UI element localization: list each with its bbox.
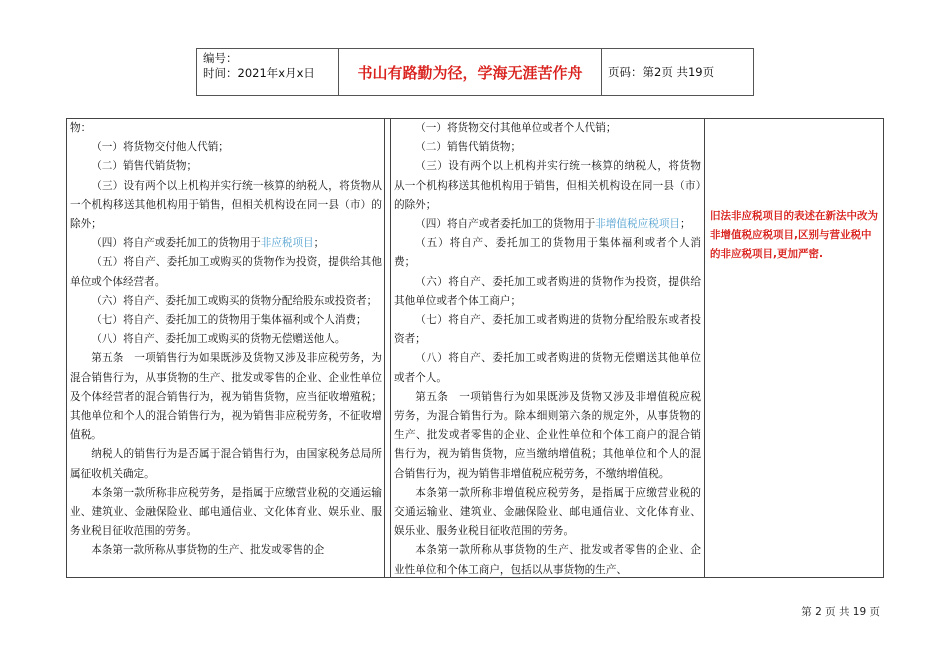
paragraph: （六）将自产、委托加工或者购进的货物作为投资，提供给其他单位或者个体工商户； [394, 275, 701, 307]
notes-column [705, 119, 883, 577]
paragraph: 第五条 一项销售行为如果既涉及货物又涉及非增值税应税劳务，为混合销售行为。除本细则第六条的规定外，从事货物的生产、批发或者零售的企业、企业性单位和个体工商户的混合销售行为，视为销售货物，应当缴纳增值税；其他单位和个人的混合销售行为，视为销售非增值税应税劳务，不缴纳增值税。 [394, 390, 701, 480]
paragraph: （五）将自产、委托加工或购买的货物作为投资，提供给其他单位或个体经营者。 [70, 256, 382, 288]
page-footer: 第 2 页 共 19 页 [801, 606, 880, 618]
paragraph: （七）将自产、委托加工的货物用于集体福利或个人消费； [91, 314, 367, 327]
paragraph: （四）将自产或委托加工的货物用于非应税项目； [91, 237, 325, 250]
paragraph: （六）将自产、委托加工或购买的货物分配给股东或投资者； [91, 294, 378, 307]
new-law-text [390, 119, 701, 577]
paragraph: （三）设有两个以上机构并实行统一核算的纳税人，将货物从一个机构移送其他机构用于销售，但相关机构设在同一县（市）的除外； [70, 179, 382, 231]
paragraph: （二）销售代销货物； [415, 141, 522, 154]
paragraph: （八）将自产、委托加工或购买的货物无偿赠送他人。 [91, 333, 346, 346]
paragraph: 本条第一款所称从事货物的生产、批发或者零售的企业、企业性单位和个体工商户，包括以从事货物的生产、 [394, 544, 701, 576]
note-text: 旧法非应税项目的表述在新法中改为非增值税应税项目,区别与营业税中的非应税项目,更加严密. [710, 210, 878, 260]
paragraph: （一）将货物交付他人代销； [91, 141, 229, 154]
paragraph: （五）将自产、委托加工的货物用于集体福利或者个人消费； [394, 237, 701, 269]
paragraph: （三）设有两个以上机构并实行统一核算的纳税人，将货物从一个机构移送其他机构用于销售，但相关机构设在同一县（市）的除外； [394, 160, 701, 211]
paragraph: （四）将自产或者委托加工的货物用于非增值税应税项目； [415, 218, 691, 231]
paragraph: 本条第一款所称非增值税应税劳务，是指属于应缴营业税的交通运输业、建筑业、金融保险业、邮电通信业、文化体育业、娱乐业、服务业税目征收范围的劳务。 [394, 486, 701, 538]
header-table [196, 48, 754, 96]
new-law-column [385, 119, 705, 577]
paragraph: 纳税人的销售行为是否属于混合销售行为，由国家税务总局所属征收机关确定。 [70, 448, 382, 480]
term-link[interactable]: 非增值税应税项目 [595, 218, 681, 231]
motto: 书山有路勤为径，学海无涯苦作舟 [339, 49, 602, 95]
paragraph: （七）将自产、委托加工或者购进的货物分配给股东或者投资者； [394, 314, 701, 346]
header-meta [197, 49, 339, 95]
time-label: 时间：2021年x月x日 [203, 66, 315, 80]
comparison-table [66, 118, 884, 578]
paragraph: 物： [70, 122, 92, 134]
paragraph: （八）将自产、委托加工或者购进的货物无偿赠送其他单位或者个人。 [394, 352, 701, 384]
paragraph: （二）销售代销货物； [91, 160, 198, 173]
paragraph: 本条第一款所称非应税劳务，是指属于应缴营业税的交通运输业、建筑业、金融保险业、邮电通信业、文化体育业、娱乐业、服务业税目征收范围的劳务。 [70, 486, 382, 538]
old-law-column [67, 119, 385, 577]
paragraph: 第五条 一项销售行为如果既涉及货物又涉及非应税劳务，为混合销售行为，从事货物的生产、批发或零售的企业、企业性单位及个体经营者的混合销售行为，视为销售货物，应当征收增殖税；其他单位和个人的混合销售行为，视为销售非应税劳务，不征收增值税。 [70, 352, 382, 442]
term-link[interactable]: 非应税项目 [260, 237, 314, 250]
paragraph: （一）将货物交付其他单位或者个人代销； [415, 122, 617, 134]
number-label: 编号： [203, 51, 238, 65]
paragraph: 本条第一款所称从事货物的生产、批发或零售的企 [91, 544, 325, 557]
page-code: 页码：第2页 共19页 [608, 65, 715, 79]
